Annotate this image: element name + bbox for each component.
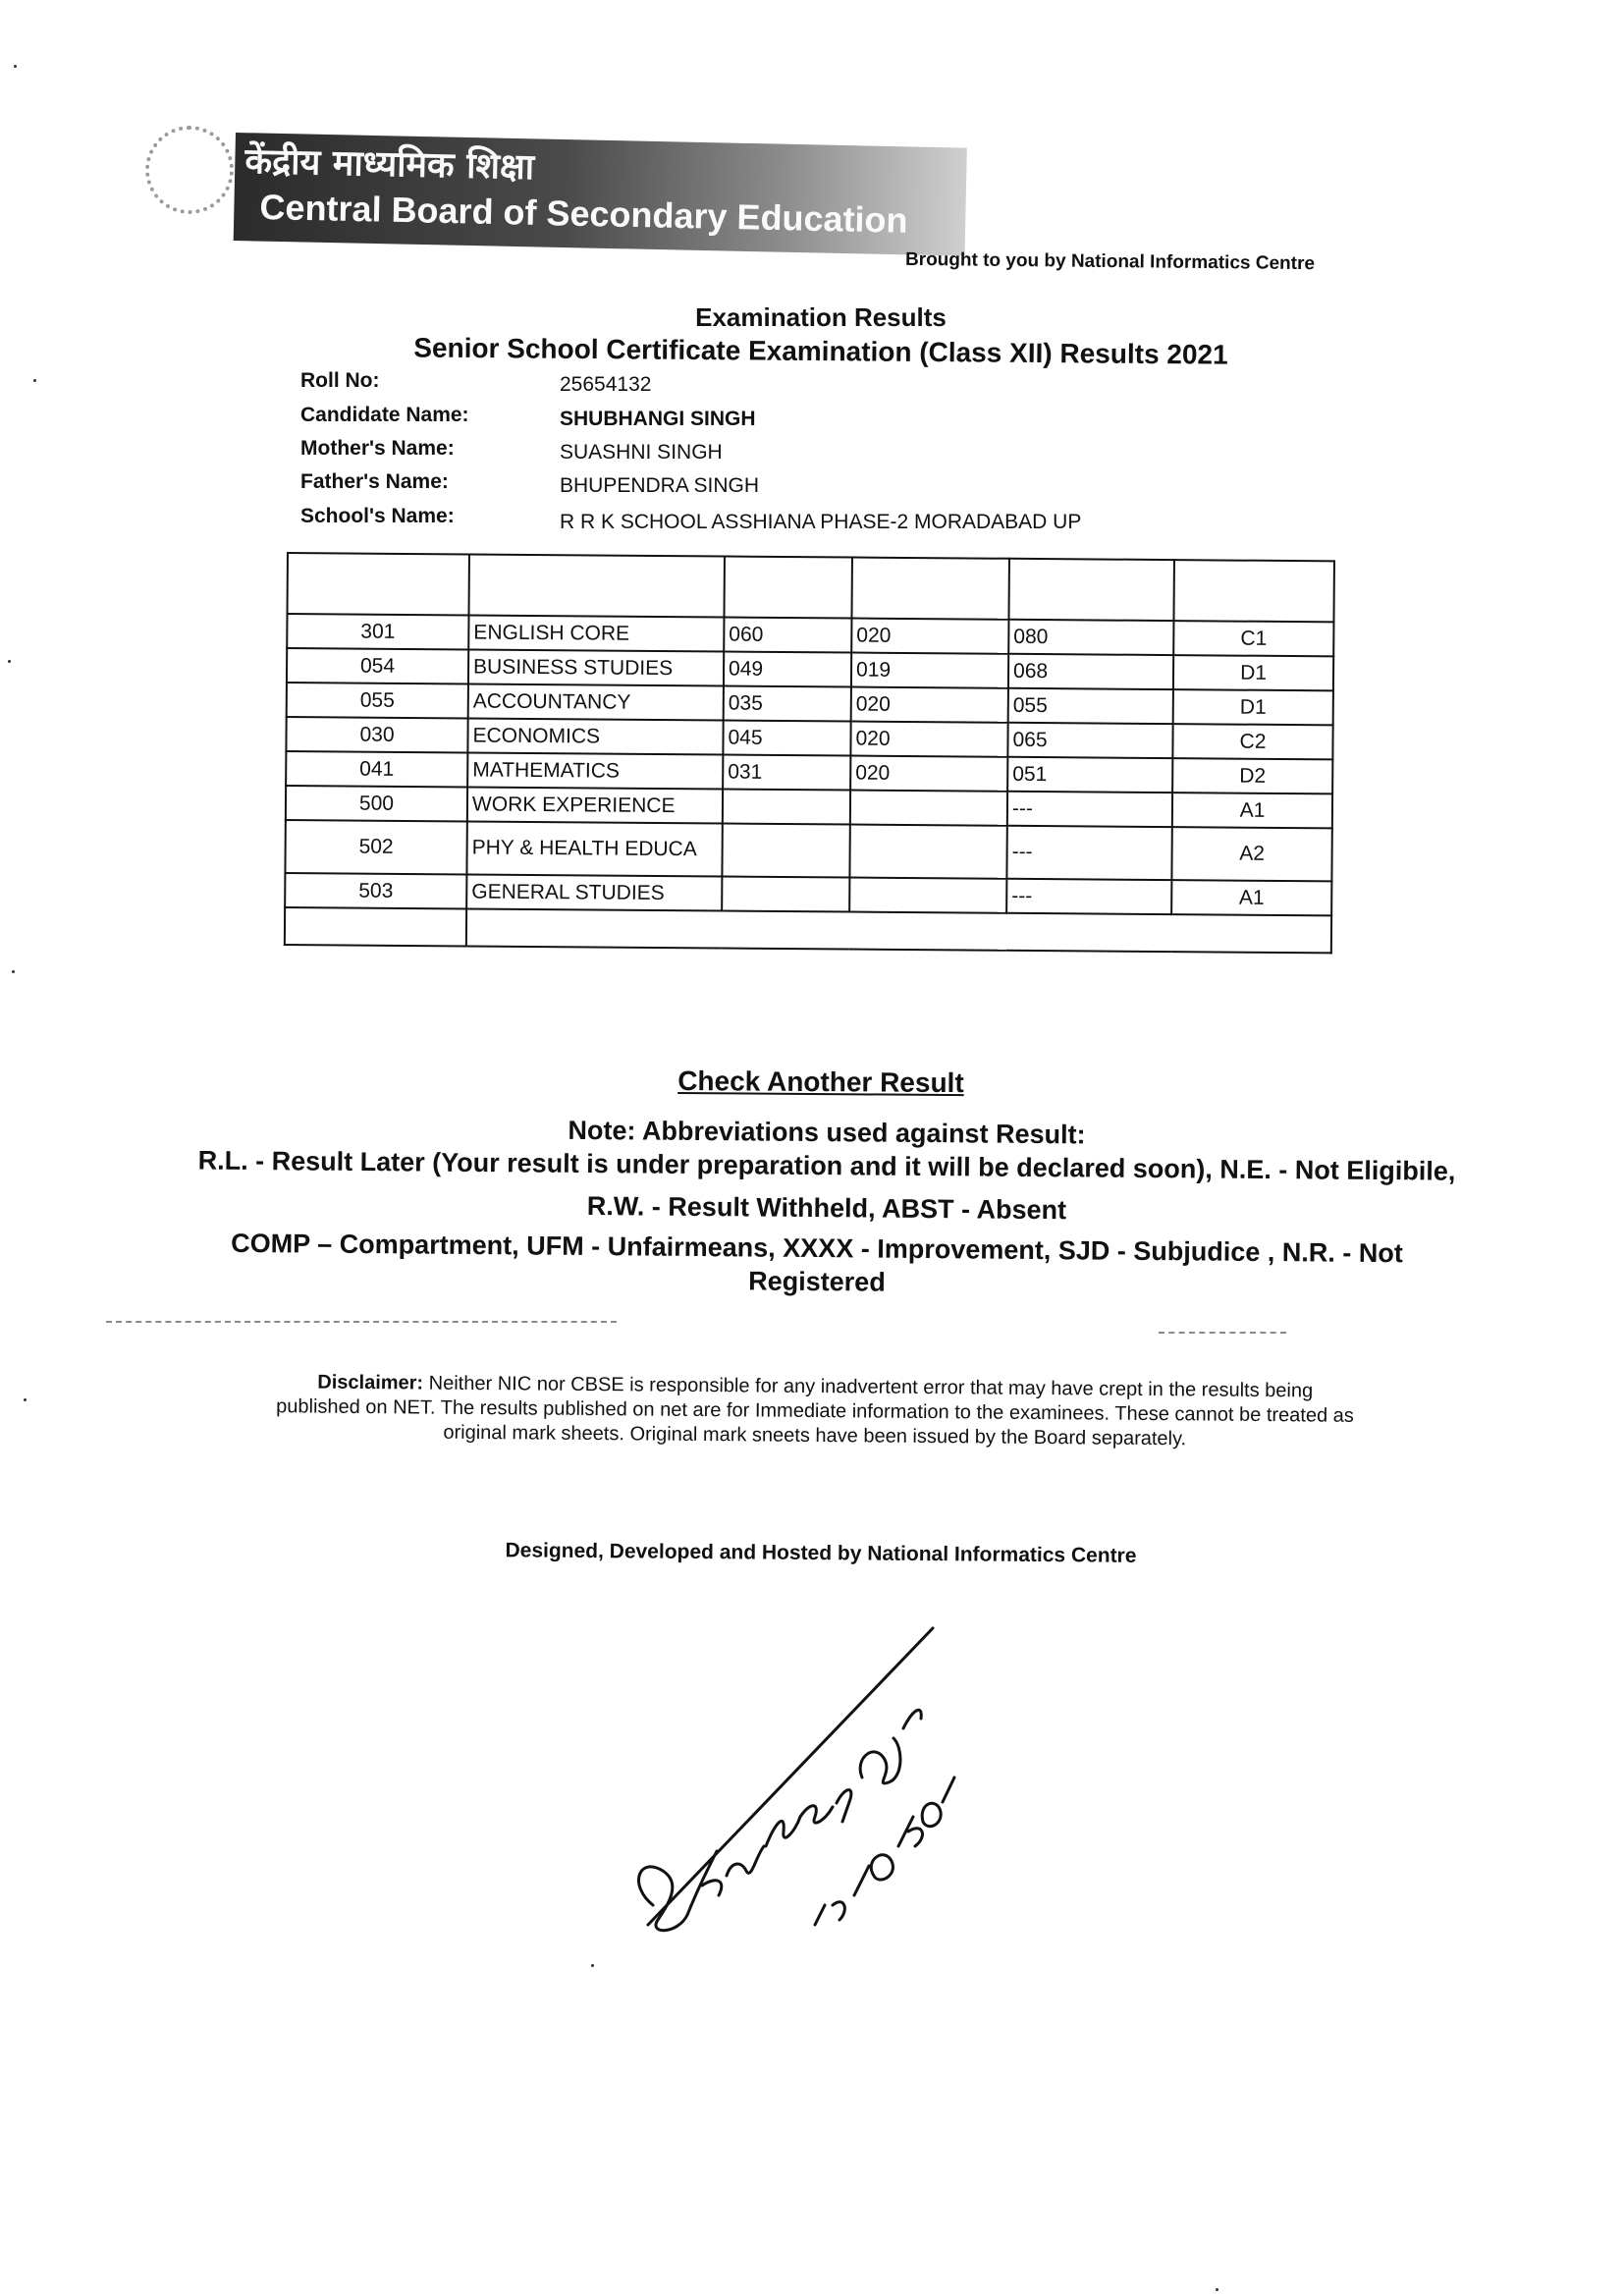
subject-name-cell: GENERAL STUDIES: [466, 874, 722, 910]
scan-speck: [33, 379, 36, 382]
table-header-row: [288, 553, 1334, 622]
page-title: Examination Results: [695, 302, 947, 332]
practical-marks-cell: 020: [850, 756, 1007, 792]
subject-name-cell: BUSINESS STUDIES: [468, 649, 724, 685]
board-name-hindi: केंद्रीय माध्यमिक शिक्षा: [244, 140, 535, 189]
practical-marks-cell: [849, 878, 1006, 913]
scan-speck: [12, 970, 15, 973]
exam-title: Senior School Certificate Examination (Class XII) Results 2021: [413, 332, 1228, 370]
header-cell: [468, 554, 724, 617]
note-heading: Note: Abbreviations used against Result:: [568, 1115, 1086, 1150]
total-marks-cell: 055: [1008, 688, 1173, 724]
signature-underline-stroke: [648, 1628, 933, 1925]
theory-marks-cell: 035: [724, 685, 851, 721]
table-empty-row: [285, 907, 1331, 953]
note-line: Registered: [748, 1266, 886, 1297]
grade-cell: C2: [1172, 724, 1332, 759]
practical-marks-cell: [850, 791, 1007, 826]
theory-marks-cell: 031: [723, 754, 850, 790]
practical-marks-cell: 020: [851, 687, 1008, 723]
disclaimer-text: Neither NIC nor CBSE is responsible for any inadvertent error that may have crept in the results being published on NET. The results published on net are for Immediate information to the examinees. These cannot be treated as original mark sheets. Original mark sneets have been issued by the Board separately.: [276, 1372, 1354, 1450]
table-row: [285, 820, 1331, 881]
header-cell: [1173, 560, 1333, 622]
father-name-label: Father's Name:: [300, 470, 449, 493]
theory-marks-cell: 060: [724, 618, 851, 653]
candidate-name-label: Candidate Name:: [300, 404, 469, 426]
empty-cell: [466, 908, 1331, 953]
mother-name-value: SUASHNI SINGH: [560, 441, 723, 464]
subject-name-cell: ENGLISH CORE: [468, 615, 724, 651]
total-marks-cell: 080: [1008, 620, 1173, 655]
practical-marks-cell: 020: [850, 722, 1007, 757]
footer-credit: Designed, Developed and Hosted by National Informatics Centre: [505, 1539, 1137, 1567]
total-marks-cell: ---: [1006, 826, 1171, 880]
scan-speck: [591, 1964, 594, 1967]
subject-code-cell: 500: [286, 786, 467, 821]
grade-cell: A1: [1171, 880, 1331, 915]
roll-label: Roll No:: [300, 369, 380, 392]
check-another-result-link[interactable]: Check Another Result: [677, 1066, 964, 1099]
scan-speck: [8, 660, 11, 663]
theory-marks-cell: 045: [723, 720, 850, 755]
grade-cell: A1: [1172, 793, 1332, 828]
disclaimer-label: Disclaimer:: [317, 1371, 424, 1394]
subject-code-cell: 301: [287, 614, 468, 649]
father-name-value: BHUPENDRA SINGH: [560, 474, 760, 497]
total-marks-cell: ---: [1007, 792, 1172, 827]
subject-code-cell: 054: [287, 648, 468, 683]
subject-code-cell: 055: [287, 683, 468, 718]
subject-name-cell: ACCOUNTANCY: [468, 683, 724, 720]
note-line: R.L. - Result Later (Your result is under preparation and it will be declared soon), N.E. - Not Eligibile,: [197, 1145, 1456, 1186]
separator-line: [106, 1321, 617, 1323]
header-cell: [724, 557, 851, 619]
grade-cell: D2: [1172, 758, 1332, 793]
header-cell: [1008, 559, 1173, 621]
brought-by-text: Brought to you by National Informatics Centre: [904, 248, 1316, 275]
handwritten-signature: [609, 1611, 962, 2003]
grade-cell: A2: [1171, 827, 1331, 881]
school-name-value: R R K SCHOOL ASSHIANA PHASE-2 MORADABAD UP: [560, 511, 1082, 533]
total-marks-cell: 068: [1008, 654, 1173, 689]
school-name-label: School's Name:: [300, 505, 455, 527]
subject-code-cell: 502: [285, 820, 466, 874]
mother-name-label: Mother's Name:: [300, 437, 455, 460]
practical-marks-cell: 020: [851, 619, 1008, 654]
marks-table: [284, 552, 1335, 954]
disclaimer: [275, 1370, 1356, 1453]
subject-name-cell: WORK EXPERIENCE: [467, 787, 723, 823]
subject-name-cell: PHY & HEALTH EDUCA: [466, 821, 722, 876]
note-line: COMP – Compartment, UFM - Unfairmeans, XXXX - Improvement, SJD - Subjudice , N.R. - Not: [231, 1228, 1403, 1269]
grade-cell: C1: [1173, 621, 1333, 656]
practical-marks-cell: [849, 825, 1006, 879]
practical-marks-cell: 019: [851, 653, 1008, 688]
cbse-emblem-icon: [145, 126, 234, 214]
theory-marks-cell: [723, 789, 850, 824]
empty-cell: [285, 907, 466, 946]
subject-name-cell: MATHEMATICS: [467, 752, 723, 789]
scan-speck: [14, 65, 17, 68]
grade-cell: D1: [1173, 689, 1333, 725]
roll-value: 25654132: [560, 373, 652, 396]
subject-code-cell: 030: [286, 717, 467, 752]
theory-marks-cell: [722, 876, 849, 911]
total-marks-cell: ---: [1006, 879, 1171, 914]
total-marks-cell: 051: [1007, 757, 1172, 793]
header-cell: [288, 553, 469, 615]
candidate-name-value: SHUBHANGI SINGH: [560, 408, 756, 430]
marks-table-container: [283, 552, 1339, 1026]
separator-line: [1159, 1332, 1286, 1334]
note-line: R.W. - Result Withheld, ABST - Absent: [586, 1191, 1067, 1226]
subject-name-cell: ECONOMICS: [467, 718, 723, 754]
board-name-english: Central Board of Secondary Education: [259, 187, 908, 241]
subject-code-cell: 503: [285, 873, 466, 908]
theory-marks-cell: [722, 823, 849, 877]
scan-speck: [24, 1398, 27, 1401]
header-cell: [851, 558, 1008, 620]
grade-cell: D1: [1173, 655, 1333, 690]
theory-marks-cell: 049: [724, 651, 851, 686]
scan-speck: [1216, 2288, 1218, 2291]
total-marks-cell: 065: [1007, 723, 1172, 758]
subject-code-cell: 041: [286, 751, 467, 787]
